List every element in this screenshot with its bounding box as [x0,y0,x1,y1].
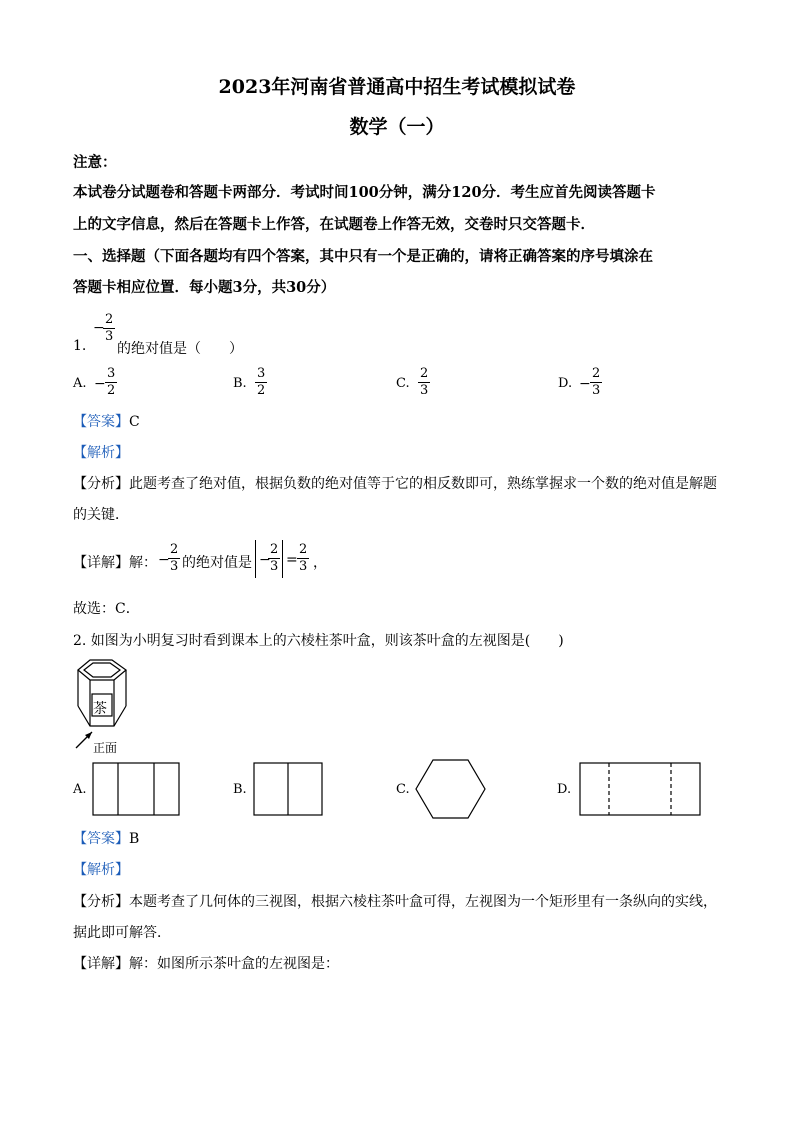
fraction-numerator: 2 [270,542,279,557]
detail-end: ， [313,555,327,571]
detail-tag: 【详解】 [73,555,129,571]
question-1-options [73,366,693,406]
question-number: 1. [73,338,87,354]
fraction-denominator: 2 [257,383,266,398]
analysis-line-1 [73,473,717,493]
analysis-line-3 [73,891,717,911]
analysis-line-4: 据此即可解答． [73,925,171,941]
detail-line-1 [73,540,473,580]
option-d-figure[interactable] [579,762,703,817]
question-2-stem: 2. 如图为小明复习时看到课本上的六棱柱茶叶盒，则该茶叶盒的左视图是( ) [73,633,564,649]
fraction-denominator: 3 [270,559,279,574]
fraction-denominator: 3 [105,329,114,344]
detail-mid-text: 的绝对值是 [182,555,252,571]
conclusion-line: 故选：C． [73,601,140,617]
option-a-figure[interactable] [92,762,182,817]
fraction-denominator: 3 [299,559,308,574]
option-d-label[interactable]: D. [557,782,572,797]
answer-line-1 [73,411,140,431]
fraction-numerator: 2 [420,366,429,381]
notice-label: 注意： [73,154,117,171]
fraction-denominator: 3 [420,383,429,398]
question-text: 的绝对值是（ ） [117,341,243,357]
fraction-numerator: 2 [592,366,601,381]
exam-title: 2023年河南省普通高中招生考试模拟试卷 [218,76,576,98]
front-label: 正面 [93,741,118,755]
option-label: A. [73,376,87,391]
option-b-label[interactable]: B. [233,782,247,797]
detail-tag: 【详解】 [73,956,129,972]
notice-line-2: 上的文字信息，然后在答题卡上作答，在试题卷上作答无效，交卷时只交答题卡． [73,216,595,233]
absolute-value [255,540,283,578]
answer-line-2 [73,828,139,848]
detail-fraction [168,542,180,575]
analysis-tag-1: 【解析】 [73,445,129,461]
abs-fraction [268,542,280,575]
option-a-label[interactable]: A. [73,782,87,797]
fraction-numerator: 2 [105,312,114,327]
answer-value: B [129,831,140,847]
result-fraction [297,542,309,575]
fraction-denominator: 3 [170,559,179,574]
option-c-figure[interactable] [414,758,488,822]
fraction-denominator: 3 [592,383,601,398]
option-fraction [105,366,117,399]
detail-line-2 [73,953,339,973]
option-label: B. [233,376,247,391]
abs-sign: − [259,552,271,568]
analysis-tag-2: 【解析】 [73,862,129,878]
tea-character: 茶 [93,701,107,717]
minus-sign: − [93,320,105,336]
fraction-numerator: 3 [107,366,116,381]
option-sign: − [94,376,106,392]
answer-tag: 【答案】 [73,831,129,847]
detail-text: 解：如图所示茶叶盒的左视图是： [129,956,339,972]
detail-sign: − [158,552,170,568]
option-b-figure[interactable] [253,762,325,817]
option-label: D. [558,376,573,391]
option-label: C. [396,376,410,391]
equals-sign: = [286,552,298,568]
fraction-numerator: 3 [257,366,266,381]
answer-value: C [129,414,140,430]
analysis-head: 【分析】 [73,476,129,492]
section-heading-line-2: 答题卡相应位置．每小题3分，共30分） [73,279,336,296]
option-c-label[interactable]: C. [396,782,410,797]
fraction-denominator: 2 [107,383,116,398]
exam-subtitle: 数学（一） [349,116,445,138]
fraction-numerator: 2 [170,542,179,557]
answer-tag: 【答案】 [73,414,129,430]
analysis-text: 此题考查了绝对值，根据负数的绝对值等于它的相反数即可，熟练掌握求一个数的绝对值是解题 [129,476,717,492]
option-fraction [418,366,430,399]
option-sign: − [579,376,591,392]
fraction-numerator: 2 [299,542,308,557]
fraction [103,312,115,345]
option-fraction [255,366,267,399]
notice-line-1: 本试卷分试题卷和答题卡两部分．考试时间100分钟，满分120分．考生应首先阅读答题卡 [73,184,656,201]
analysis-line-2: 的关键． [73,507,129,523]
hexagon-icon [416,760,485,818]
option-fraction [590,366,602,399]
detail-prefix-text: 解： [129,555,157,571]
analysis-head: 【分析】 [73,894,129,910]
detail-prefix [73,552,157,572]
section-heading-line-1: 一、选择题（下面各题均有四个答案，其中只有一个是正确的，请将正确答案的序号填涂在 [73,248,653,265]
analysis-text: 本题考查了几何体的三视图，根据六棱柱茶叶盒可得，左视图为一个矩形里有一条纵向的实线， [129,894,717,910]
